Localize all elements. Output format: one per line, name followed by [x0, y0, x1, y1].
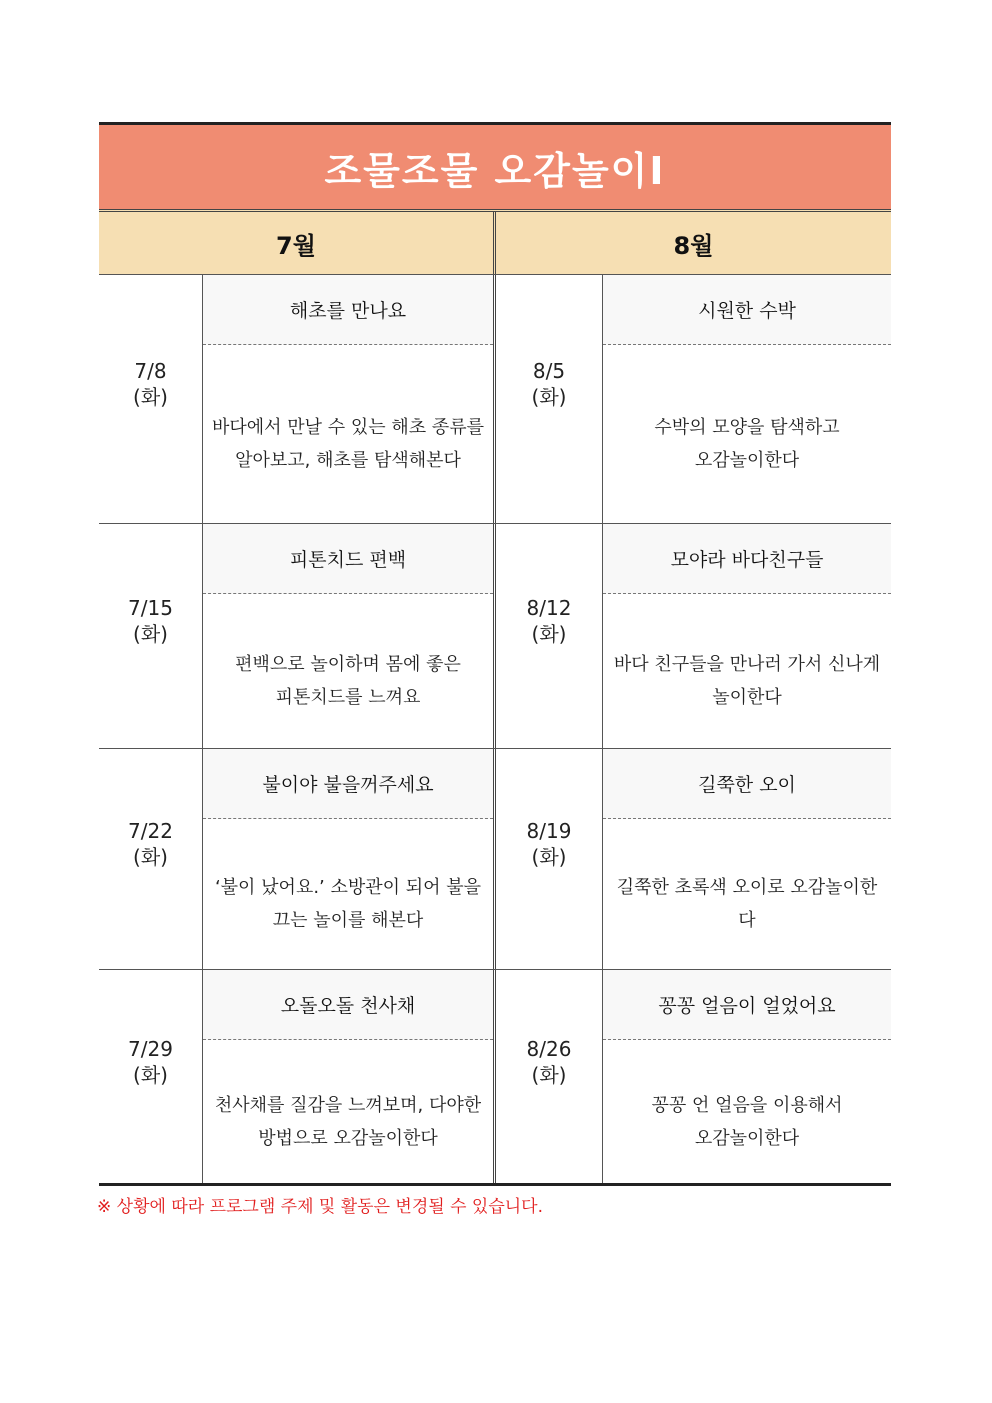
- july-session: [99, 970, 496, 1183]
- session-topic: 해초를 만나요: [203, 275, 493, 345]
- date-text: 7/22: [128, 819, 173, 843]
- description-line-1: 꽁꽁 언 얼음을 이용해서: [651, 1094, 843, 1116]
- session-content: [603, 275, 891, 523]
- session-topic: 오돌오돌 천사채: [203, 970, 493, 1040]
- description-line-2: 방법으로 오감놀이한다: [258, 1127, 438, 1149]
- month-header-row: [99, 209, 891, 275]
- date-text: 8/19: [526, 819, 572, 843]
- session-description: [203, 594, 493, 748]
- session-date: [496, 275, 603, 523]
- date-text: 7/8: [134, 359, 167, 383]
- schedule-row: [99, 275, 891, 524]
- day-text: (화): [133, 622, 168, 646]
- day-text: (화): [133, 845, 168, 869]
- schedule-row: [99, 749, 891, 970]
- session-topic: 길쭉한 오이: [603, 749, 891, 819]
- change-notice: ※ 상황에 따라 프로그램 주제 및 활동은 변경될 수 있습니다.: [97, 1197, 543, 1217]
- session-description: [203, 1040, 493, 1183]
- session-content: [603, 524, 891, 748]
- description-line-1: 천사채를 질감을 느껴보며, 다야한: [214, 1094, 482, 1116]
- description-line-1: 편백으로 놀이하며 몸에 좋은: [235, 654, 461, 675]
- session-date: [99, 749, 203, 969]
- session-date: [99, 524, 203, 748]
- day-text: (화): [133, 385, 168, 409]
- session-topic: 꽁꽁 얼음이 얼었어요: [603, 970, 891, 1040]
- description-line-1: 수박의 모양을 탐색하고: [654, 417, 840, 438]
- august-session: [496, 749, 891, 969]
- august-session: [496, 275, 891, 523]
- day-text: (화): [531, 385, 567, 409]
- session-content: [203, 749, 493, 969]
- schedule-row: [99, 524, 891, 749]
- day-text: (화): [531, 622, 567, 646]
- day-text: (화): [133, 1062, 168, 1087]
- date-text: 7/15: [128, 596, 173, 620]
- description-line-2: 피톤치드를 느껴요: [275, 687, 421, 708]
- july-session: [99, 749, 496, 969]
- july-session: [99, 275, 496, 523]
- session-topic: 시원한 수박: [603, 275, 891, 345]
- description-line-2: 알아보고, 해초를 탐색해본다: [235, 450, 461, 471]
- date-text: 8/5: [532, 359, 566, 383]
- session-description: [603, 819, 891, 969]
- session-topic: 불이야 불을꺼주세요: [203, 749, 493, 819]
- description-line-2: 오감놀이한다: [694, 450, 800, 471]
- session-date: [99, 275, 203, 523]
- session-date: [496, 749, 603, 969]
- july-session: [99, 524, 496, 748]
- month-header-august: 8월: [673, 231, 714, 260]
- description-line-2: 끄는 놀이를 해본다: [272, 910, 424, 931]
- session-date: [99, 970, 203, 1183]
- session-content: [603, 970, 891, 1183]
- session-date: [496, 970, 603, 1183]
- day-text: (화): [531, 845, 567, 869]
- description-line-2: 놀이한다: [712, 687, 782, 708]
- description-line-1: 바다 친구들을 만나러 가서 신나게: [613, 654, 881, 675]
- session-description: [203, 819, 493, 969]
- session-content: [203, 970, 493, 1183]
- date-text: 7/29: [128, 1036, 173, 1061]
- description-line-2: 오감놀이한다: [694, 1127, 800, 1149]
- session-content: [203, 275, 493, 523]
- day-text: (화): [531, 1062, 567, 1087]
- august-session: [496, 524, 891, 748]
- date-text: 8/26: [526, 1036, 572, 1061]
- august-session: [496, 970, 891, 1183]
- program-title: 조물조물 오감놀이Ⅰ: [99, 122, 891, 209]
- description-line-1: ‘불이 났어요.’ 소방관이 되어 불을: [214, 877, 482, 898]
- session-content: [203, 524, 493, 748]
- session-description: [603, 1040, 891, 1183]
- session-description: [203, 345, 493, 523]
- session-content: [603, 749, 891, 969]
- session-description: [603, 345, 891, 523]
- session-description: [603, 594, 891, 748]
- description-line-1: 바다에서 만날 수 있는 해초 종류를: [211, 417, 485, 438]
- session-topic: 피톤치드 편백: [203, 524, 493, 594]
- session-date: [496, 524, 603, 748]
- program-table: [99, 122, 891, 1186]
- schedule-row: [99, 970, 891, 1186]
- session-topic: 모야라 바다친구들: [603, 524, 891, 594]
- description-line-1: 길쭉한 초록색 오이로 오감놀이한다: [616, 877, 878, 931]
- month-header-july: 7월: [99, 212, 496, 274]
- date-text: 8/12: [526, 596, 572, 620]
